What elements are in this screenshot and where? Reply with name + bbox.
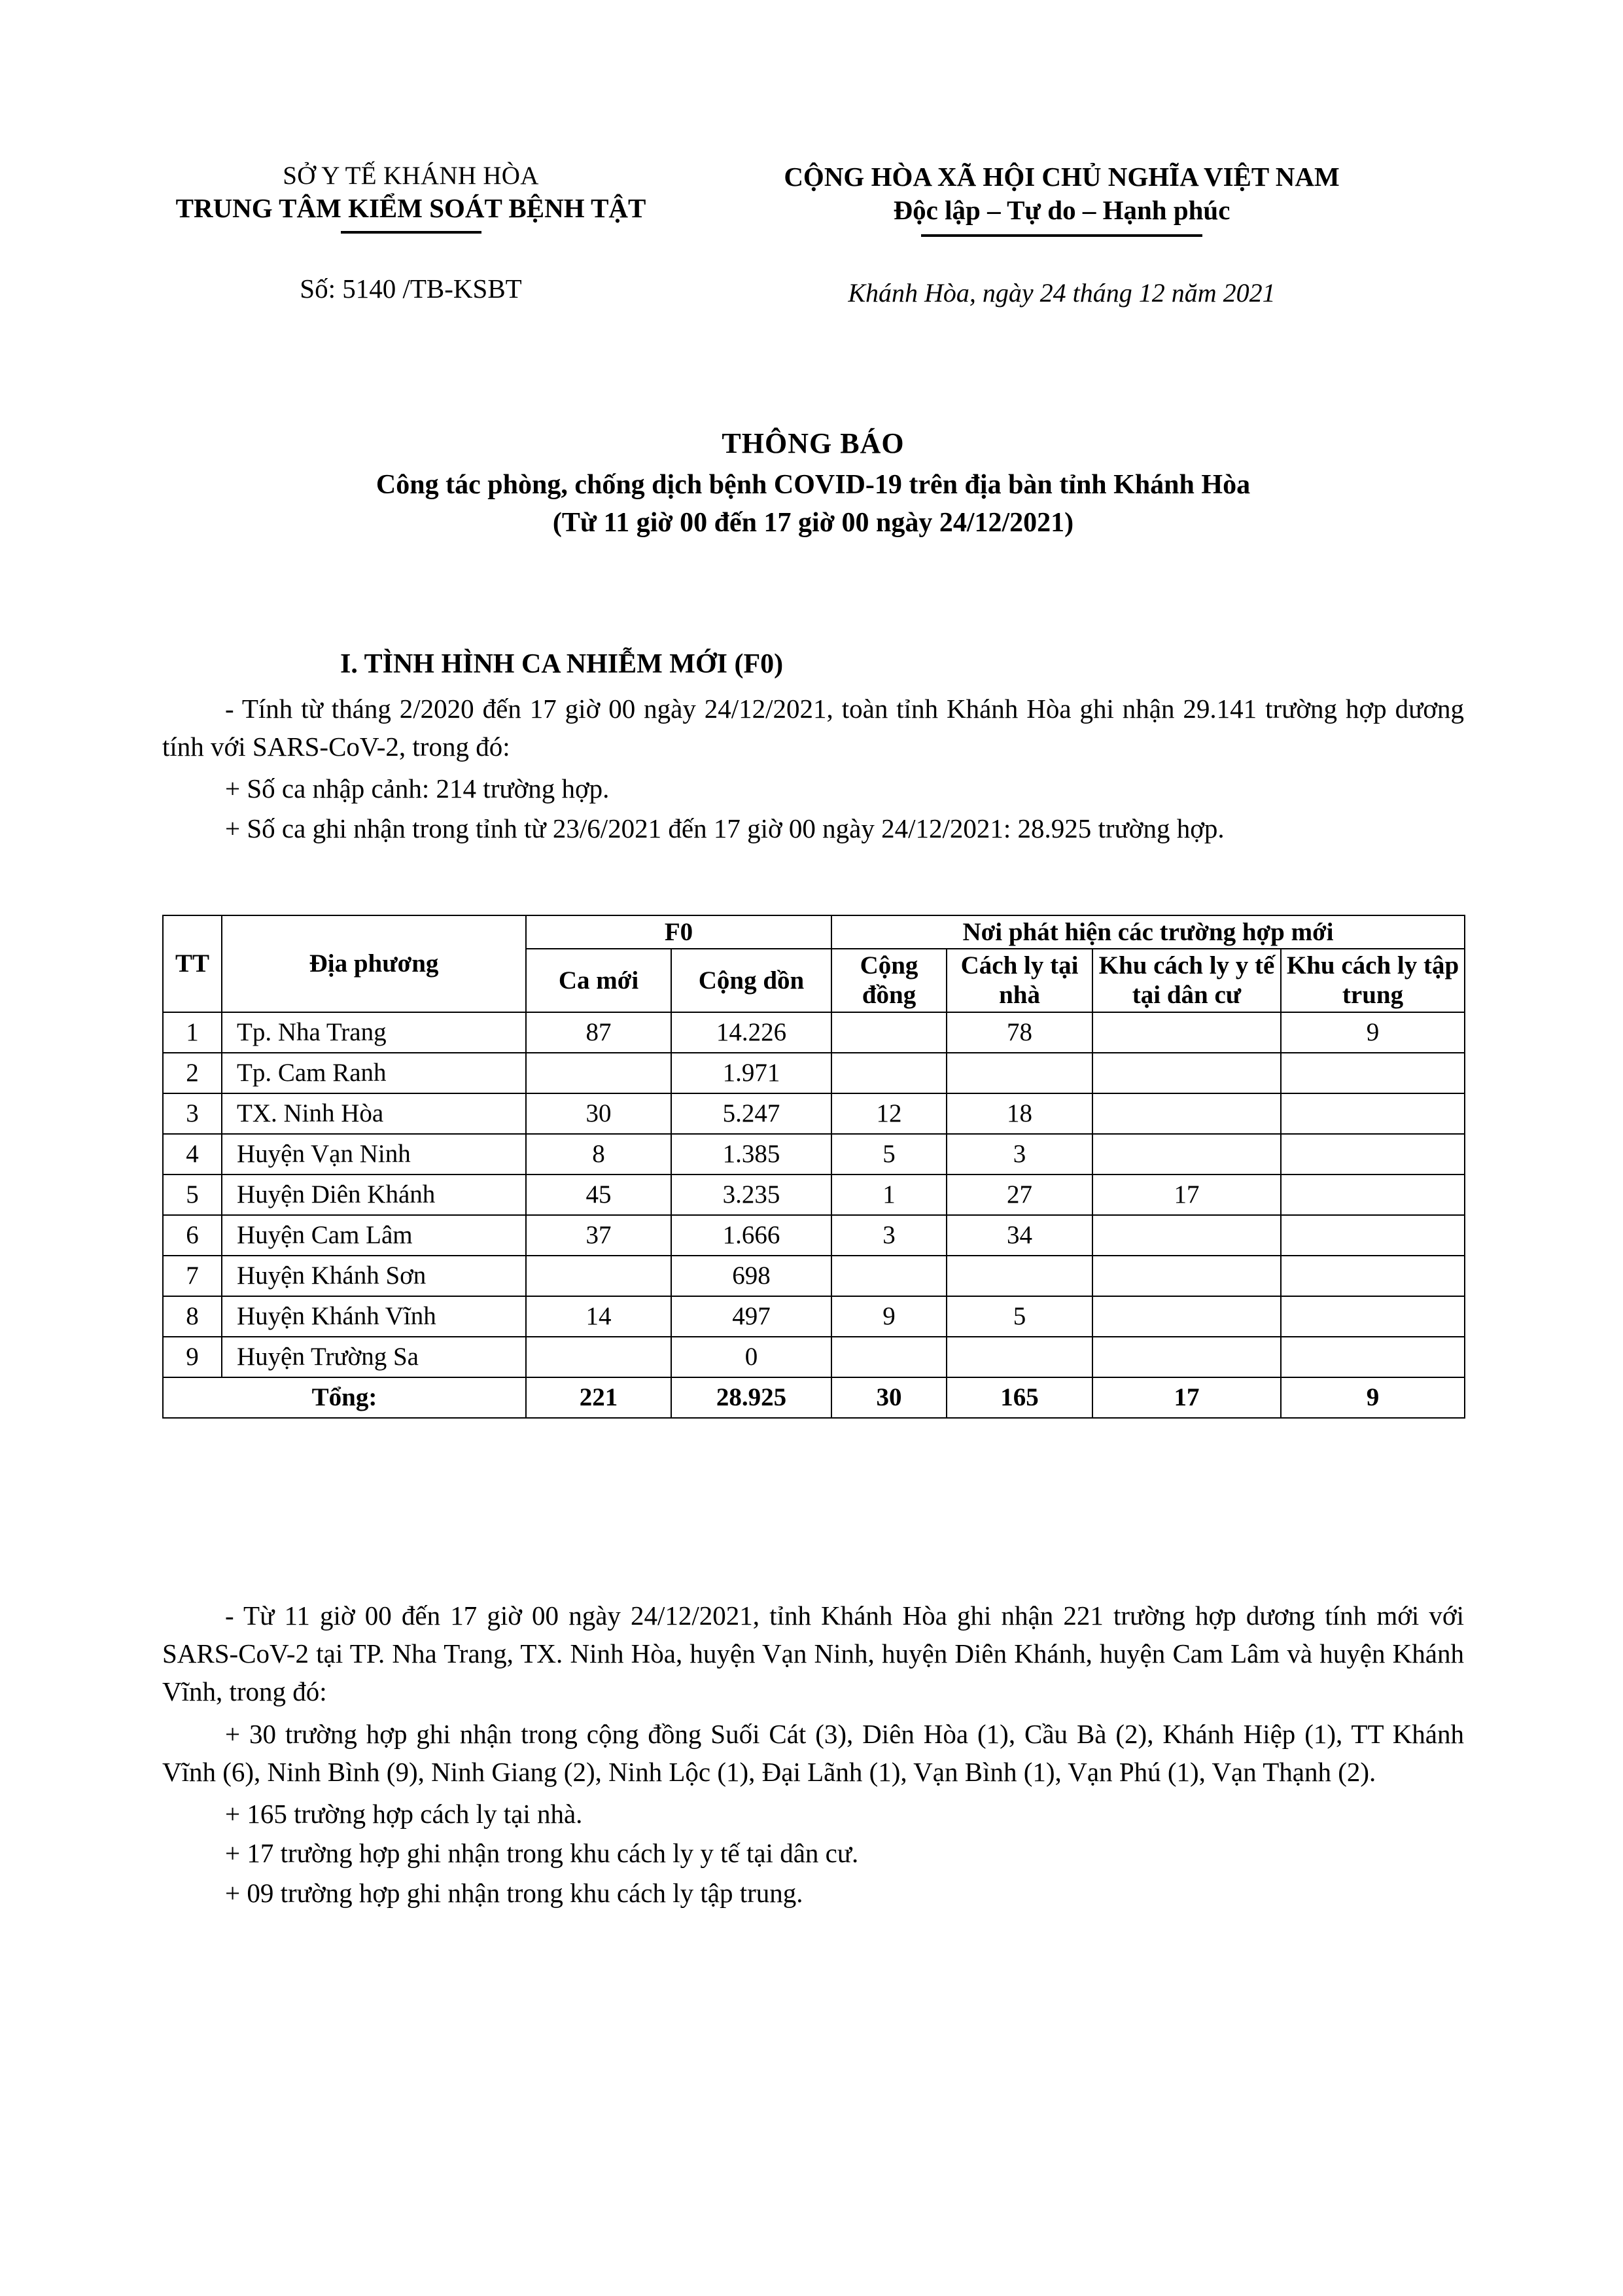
cell-cumulative: 1.666 (671, 1215, 831, 1256)
cell-home-quarantine (947, 1053, 1092, 1093)
masthead (162, 160, 1464, 308)
title-subtitle: Công tác phòng, chống dịch bệnh COVID-19 trên địa bàn tỉnh Khánh Hòa (375, 470, 1251, 501)
cell-new-cases: 30 (526, 1093, 671, 1134)
cell-locality: Huyện Cam Lâm (222, 1215, 526, 1256)
title-period: (Từ 11 giờ 00 đến 17 giờ 00 ngày 24/12/2021) (552, 508, 1074, 539)
cell-tt: 2 (163, 1053, 222, 1093)
cell-new-cases (526, 1337, 671, 1377)
cell-centralized-quarantine: 9 (1281, 1012, 1465, 1053)
section-heading-1: I. TÌNH HÌNH CA NHIỄM MỚI (F0) (340, 649, 784, 679)
cell-tt: 5 (163, 1174, 222, 1215)
table-body (163, 1012, 1465, 1418)
section-one-details (162, 1597, 1464, 1913)
after-table-paragraph-1: - Từ 11 giờ 00 đến 17 giờ 00 ngày 24/12/2021, tỉnh Khánh Hòa ghi nhận 221 trường hợp dương tính mới với SARS-CoV-2 tại TP. Nha Trang, TX. Ninh Hòa, huyện Vạn Ninh, huyện Diên Khánh, huyện Cam Lâm và huyện Khánh Vĩnh, trong đó: (162, 1600, 1464, 1707)
cell-community: 9 (831, 1296, 947, 1337)
table-row (163, 1053, 1465, 1093)
section1-bullet-1: + Số ca nhập cảnh: 214 trường hợp. (225, 773, 610, 804)
cell-centralized-quarantine (1281, 1053, 1465, 1093)
national-motto: Độc lập – Tự do – Hạnh phúc (893, 195, 1230, 226)
cell-total-label: Tổng: (163, 1377, 526, 1418)
cell-home-quarantine: 34 (947, 1215, 1092, 1256)
cell-centralized-quarantine (1281, 1215, 1465, 1256)
cell-locality: Huyện Khánh Vĩnh (222, 1296, 526, 1337)
header-cumulative: Cộng dồn (671, 949, 831, 1012)
motto-underline-rule (921, 234, 1202, 237)
cell-total-community: 30 (831, 1377, 947, 1418)
cell-total-medical-quarantine-residential: 17 (1092, 1377, 1281, 1418)
org-underline-rule (341, 231, 481, 234)
table-row (163, 1256, 1465, 1296)
cell-medical-quarantine-residential: 17 (1092, 1174, 1281, 1215)
page-title: THÔNG BÁO (722, 427, 905, 459)
cell-home-quarantine: 3 (947, 1134, 1092, 1174)
cell-medical-quarantine-residential (1092, 1053, 1281, 1093)
table-row (163, 1093, 1465, 1134)
cell-community (831, 1012, 947, 1053)
cell-total-centralized-quarantine: 9 (1281, 1377, 1465, 1418)
cell-cumulative: 497 (671, 1296, 831, 1337)
table-row (163, 1337, 1465, 1377)
covid-statistics-table-wrapper (162, 915, 1464, 1419)
cell-medical-quarantine-residential (1092, 1093, 1281, 1134)
cell-cumulative: 14.226 (671, 1012, 831, 1053)
country-name: CỘNG HÒA XÃ HỘI CHỦ NGHĨA VIỆT NAM (784, 162, 1340, 192)
cell-new-cases (526, 1053, 671, 1093)
cell-centralized-quarantine (1281, 1134, 1465, 1174)
document-number: Số: 5140 /TB-KSBT (300, 273, 522, 304)
cell-cumulative: 3.235 (671, 1174, 831, 1215)
cell-total-new-cases: 221 (526, 1377, 671, 1418)
after-table-bullet-2: + 165 trường hợp cách ly tại nhà. (225, 1799, 583, 1829)
cell-centralized-quarantine (1281, 1093, 1465, 1134)
cell-new-cases: 37 (526, 1215, 671, 1256)
cell-new-cases (526, 1256, 671, 1296)
cell-locality: Huyện Vạn Ninh (222, 1134, 526, 1174)
cell-tt: 9 (163, 1337, 222, 1377)
header-tt: TT (163, 915, 222, 1012)
center-name: TRUNG TÂM KIỂM SOÁT BỆNH TẬT (175, 192, 646, 223)
table-row (163, 1134, 1465, 1174)
cell-locality: Huyện Khánh Sơn (222, 1256, 526, 1296)
header-new-cases: Ca mới (526, 949, 671, 1012)
cell-community (831, 1337, 947, 1377)
cell-home-quarantine (947, 1337, 1092, 1377)
cell-new-cases: 45 (526, 1174, 671, 1215)
cell-home-quarantine (947, 1256, 1092, 1296)
table-row (163, 1012, 1465, 1053)
cell-tt: 8 (163, 1296, 222, 1337)
cell-cumulative: 5.247 (671, 1093, 831, 1134)
title-block (162, 424, 1464, 542)
covid-statistics-table (162, 915, 1465, 1419)
cell-community: 5 (831, 1134, 947, 1174)
cell-medical-quarantine-residential (1092, 1215, 1281, 1256)
table-header-row-groups (163, 915, 1465, 949)
header-community: Cộng đồng (831, 949, 947, 1012)
issuing-organization-block (162, 160, 659, 304)
header-group-f0: F0 (526, 915, 831, 949)
cell-medical-quarantine-residential (1092, 1337, 1281, 1377)
cell-tt: 7 (163, 1256, 222, 1296)
cell-new-cases: 14 (526, 1296, 671, 1337)
cell-community: 12 (831, 1093, 947, 1134)
cell-medical-quarantine-residential (1092, 1134, 1281, 1174)
header-group-detection-place: Nơi phát hiện các trường hợp mới (831, 915, 1465, 949)
cell-cumulative: 1.385 (671, 1134, 831, 1174)
cell-tt: 3 (163, 1093, 222, 1134)
cell-tt: 1 (163, 1012, 222, 1053)
cell-locality: Tp. Cam Ranh (222, 1053, 526, 1093)
cell-centralized-quarantine (1281, 1256, 1465, 1296)
department-name: SỞ Y TẾ KHÁNH HÒA (283, 162, 539, 190)
cell-medical-quarantine-residential (1092, 1296, 1281, 1337)
header-home-quarantine: Cách ly tại nhà (947, 949, 1092, 1012)
section1-bullet-2: + Số ca ghi nhận trong tỉnh từ 23/6/2021 đến 17 giờ 00 ngày 24/12/2021: 28.925 trường hợp. (225, 813, 1225, 843)
cell-total-cumulative: 28.925 (671, 1377, 831, 1418)
cell-community: 1 (831, 1174, 947, 1215)
after-table-bullet-1: + 30 trường hợp ghi nhận trong cộng đồng Suối Cát (3), Diên Hòa (1), Cầu Bà (2), Khánh Hiệp (1), TT Khánh Vĩnh (6), Ninh Bình (9), Ninh Giang (2), Ninh Lộc (1), Đại Lãnh (1), Vạn Bình (1), Vạn Phú (1), Vạn Thạnh (2). (162, 1718, 1464, 1787)
cell-total-home-quarantine: 165 (947, 1377, 1092, 1418)
after-table-bullet-4: + 09 trường hợp ghi nhận trong khu cách ly tập trung. (225, 1877, 803, 1908)
cell-home-quarantine: 18 (947, 1093, 1092, 1134)
cell-new-cases: 87 (526, 1012, 671, 1053)
header-medical-quarantine-residential: Khu cách ly y tế tại dân cư (1092, 949, 1281, 1012)
cell-centralized-quarantine (1281, 1296, 1465, 1337)
header-locality: Địa phương (222, 915, 526, 1012)
section1-paragraph-1: - Tính từ tháng 2/2020 đến 17 giờ 00 ngày 24/12/2021, toàn tỉnh Khánh Hòa ghi nhận 29.141 trường hợp dương tính với SARS-CoV-2, trong đó: (162, 693, 1464, 762)
cell-home-quarantine: 78 (947, 1012, 1092, 1053)
cell-cumulative: 1.971 (671, 1053, 831, 1093)
table-row (163, 1296, 1465, 1337)
section-one-intro (162, 645, 1464, 849)
table-total-row (163, 1377, 1465, 1418)
national-heading-block (659, 160, 1464, 308)
cell-tt: 4 (163, 1134, 222, 1174)
table-row (163, 1174, 1465, 1215)
cell-locality: Huyện Diên Khánh (222, 1174, 526, 1215)
cell-centralized-quarantine (1281, 1337, 1465, 1377)
cell-locality: Huyện Trường Sa (222, 1337, 526, 1377)
header-centralized-quarantine: Khu cách ly tập trung (1281, 949, 1465, 1012)
cell-home-quarantine: 27 (947, 1174, 1092, 1215)
cell-centralized-quarantine (1281, 1174, 1465, 1215)
cell-medical-quarantine-residential (1092, 1012, 1281, 1053)
cell-community (831, 1256, 947, 1296)
cell-tt: 6 (163, 1215, 222, 1256)
cell-home-quarantine: 5 (947, 1296, 1092, 1337)
cell-community: 3 (831, 1215, 947, 1256)
cell-community (831, 1053, 947, 1093)
place-and-date: Khánh Hòa, ngày 24 tháng 12 năm 2021 (848, 278, 1276, 308)
cell-cumulative: 698 (671, 1256, 831, 1296)
table-row (163, 1215, 1465, 1256)
cell-cumulative: 0 (671, 1337, 831, 1377)
cell-new-cases: 8 (526, 1134, 671, 1174)
cell-medical-quarantine-residential (1092, 1256, 1281, 1296)
after-table-bullet-3: + 17 trường hợp ghi nhận trong khu cách ly y tế tại dân cư. (225, 1838, 859, 1869)
cell-locality: TX. Ninh Hòa (222, 1093, 526, 1134)
cell-locality: Tp. Nha Trang (222, 1012, 526, 1053)
